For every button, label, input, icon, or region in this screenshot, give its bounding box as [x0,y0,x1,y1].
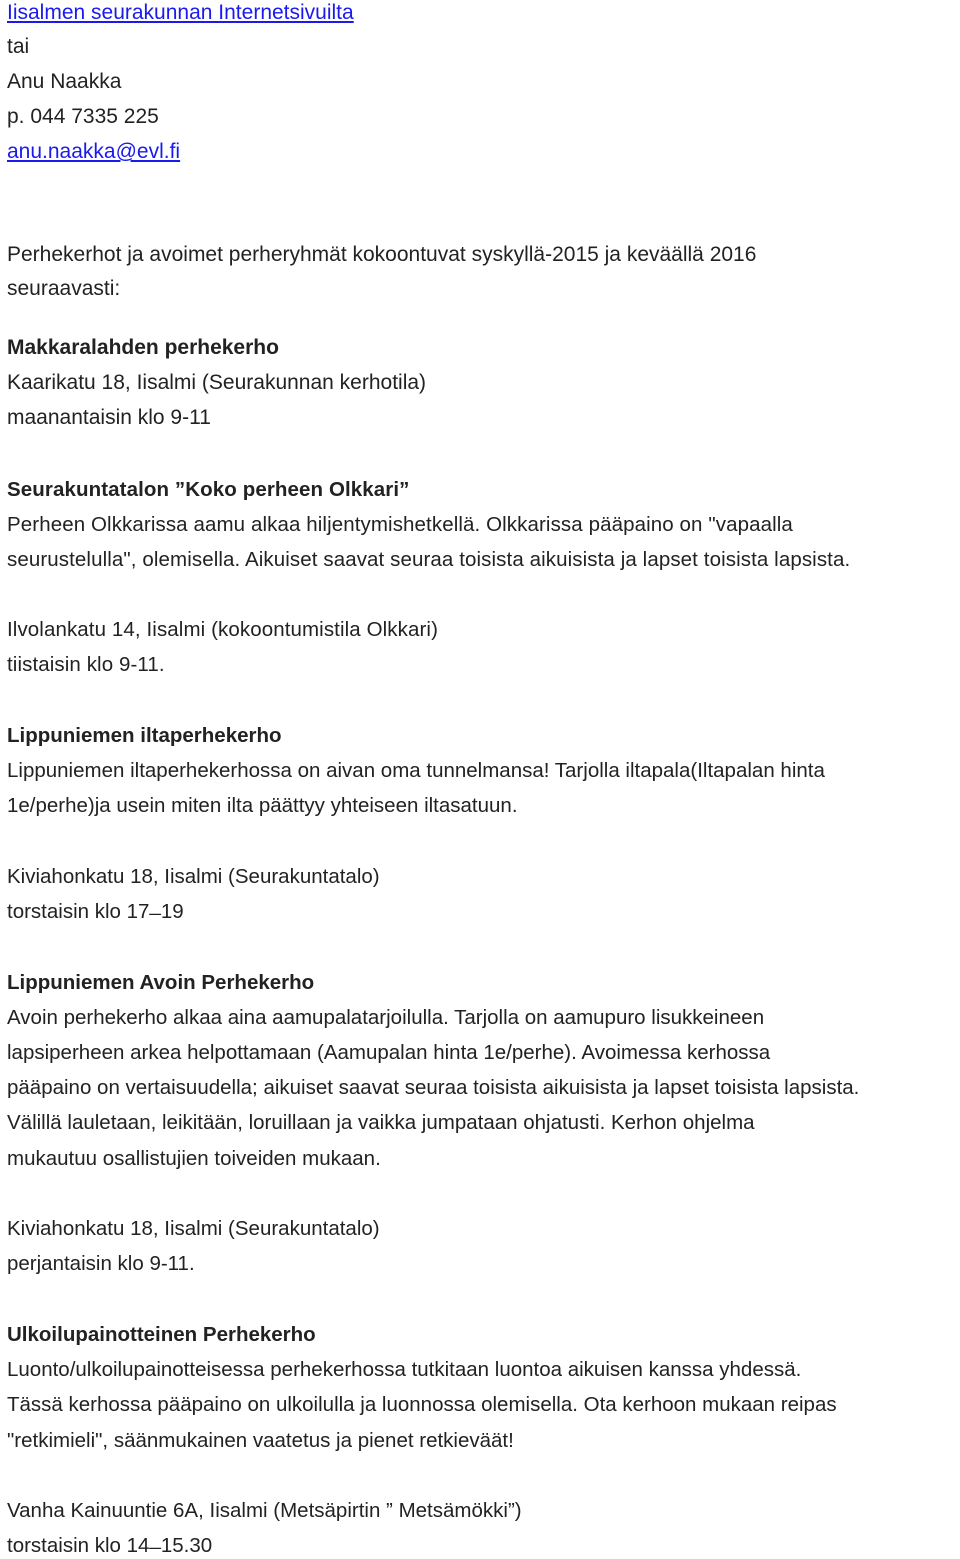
club-title-makkaralahti: Makkaralahden perhekerho [7,336,279,359]
contact-name: Anu Naakka [7,70,122,93]
club-description-line: 1e/perhe)ja usein miten ilta päättyy yhteiseen iltasatuun. [7,794,518,817]
club-schedule: maanantaisin klo 9-11 [7,406,211,429]
club-description-line: pääpaino on vertaisuudella; aikuiset saavat seuraa toisista aikuisista ja lapset toisista lapsista. [7,1076,860,1099]
club-description-line: "retkimieli", säänmukainen vaatetus ja pienet retkieväät! [7,1429,514,1452]
intro-line-1: Perhekerhot ja avoimet perheryhmät kokoontuvat syskyllä-2015 ja keväällä 2016 [7,243,757,266]
club-schedule: perjantaisin klo 9-11. [7,1252,195,1275]
club-description-line: lapsiperheen arkea helpottamaan (Aamupalan hinta 1e/perhe). Avoimessa kerhossa [7,1041,771,1064]
contact-email-link[interactable]: anu.naakka@evl.fi [7,140,181,163]
club-description-line: seurustelulla", olemisella. Aikuiset saavat seuraa toisista aikuisista ja lapset toisista lapsista. [7,548,851,571]
club-schedule: torstaisin klo 14 ̶ 15.30 [7,1534,213,1557]
club-title-avoin-perhekerho: Lippuniemen Avoin Perhekerho [7,971,315,994]
or-text: tai [7,35,30,58]
club-schedule: tiistaisin klo 9-11. [7,653,165,676]
seurakunta-website-link[interactable]: Iisalmen seurakunnan Internetsivuilta [7,1,354,24]
club-title-iltaperhekerho: Lippuniemen iltaperhekerho [7,724,282,747]
contact-phone: p. 044 7335 225 [7,105,159,128]
club-description-line: Perheen Olkkarissa aamu alkaa hiljentymishetkellä. Olkkarissa pääpaino on "vapaalla [7,513,793,536]
club-address: Kiviahonkatu 18, Iisalmi (Seurakuntatalo) [7,1217,380,1240]
club-address: Kaarikatu 18, Iisalmi (Seurakunnan kerhotila) [7,371,427,394]
club-description-line: Luonto/ulkoilupainotteisessa perhekerhossa tutkitaan luontoa aikuisen kanssa yhdessä. [7,1358,802,1381]
club-description-line: mukautuu osallistujien toiveiden mukaan. [7,1147,381,1170]
club-address: Kiviahonkatu 18, Iisalmi (Seurakuntatalo) [7,865,380,888]
club-title-olkkari: Seurakuntatalon ”Koko perheen Olkkari” [7,478,410,501]
intro-line-2: seuraavasti: [7,277,121,300]
club-title-ulkoilu: Ulkoilupainotteinen Perhekerho [7,1323,316,1346]
club-schedule: torstaisin klo 17 ̶ 19 [7,900,184,923]
club-description-line: Tässä kerhossa pääpaino on ulkoilulla ja luonnossa olemisella. Ota kerhoon mukaan reipas [7,1393,837,1416]
club-address: Vanha Kainuuntie 6A, Iisalmi (Metsäpirtin ” Metsämökki”) [7,1499,522,1522]
club-description-line: Välillä lauletaan, leikitään, loruillaan ja vaikka jumpataan ohjatusti. Kerhon ohjelma [7,1111,755,1134]
club-description-line: Lippuniemen iltaperhekerhossa on aivan oma tunnelmansa! Tarjolla iltapala(Iltapalan hinta [7,759,825,782]
club-address: Ilvolankatu 14, Iisalmi (kokoontumistila Olkkari) [7,618,438,641]
club-description-line: Avoin perhekerho alkaa aina aamupalatarjoilulla. Tarjolla on aamupuro lisukkeineen [7,1006,765,1029]
